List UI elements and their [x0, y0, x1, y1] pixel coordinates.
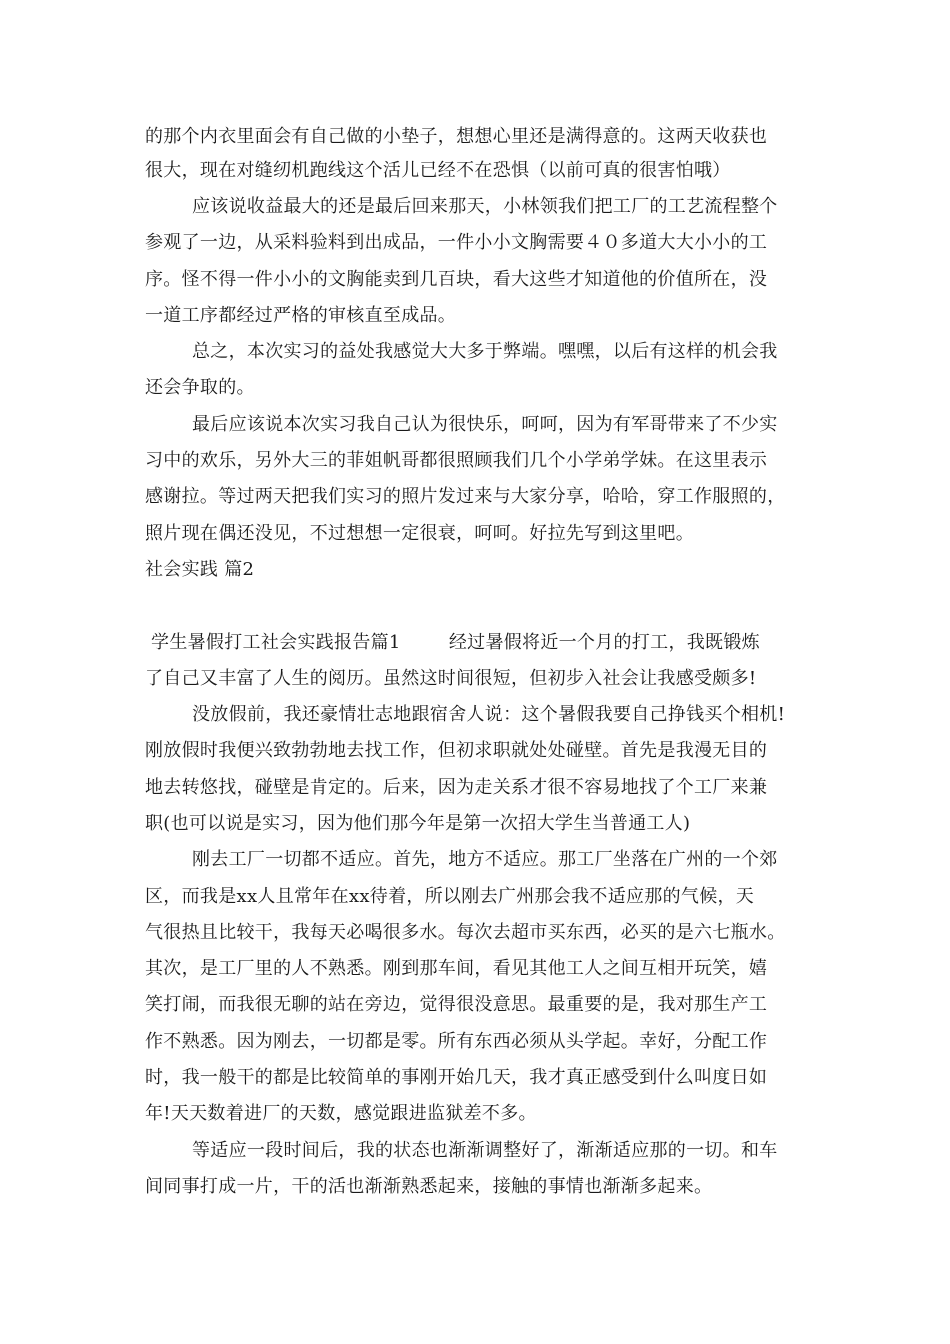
paragraph-line: 等适应一段时间后，我的状态也渐渐调整好了，渐渐适应那的一切。和车: [192, 1140, 778, 1161]
text-line: 很大，现在对缝纫机跑线这个活儿已经不在恐惧（以前可真的很害怕哦）: [145, 160, 731, 181]
text-line: 序。怪不得一件小小的文胸能卖到几百块，看大这些才知道他的价值所在，没: [145, 269, 768, 290]
paragraph-line: 刚去工厂一切都不适应。首先，地方不适应。那工厂坐落在广州的一个郊: [192, 849, 778, 870]
text-line: 感谢拉。等过两天把我们实习的照片发过来与大家分享，哈哈，穿工作服照的，: [145, 486, 786, 507]
text-line: 年!天天数着进厂的天数，感觉跟进监狱差不多。: [145, 1103, 537, 1124]
text-line: 作不熟悉。因为刚去，一切都是零。所有东西必须从头学起。幸好，分配工作: [145, 1031, 768, 1052]
text-line: 学生暑假打工社会实践报告篇1 经过暑假将近一个月的打工，我既锻炼: [145, 632, 760, 653]
paragraph-line: 没放假前，我还豪情壮志地跟宿舍人说：这个暑假我要自己挣钱买个相机!: [192, 704, 786, 725]
paragraph-line: 应该说收益最大的还是最后回来那天，小林领我们把工厂的工艺流程整个: [192, 196, 778, 217]
text-line: 其次，是工厂里的人不熟悉。刚到那车间，看见其他工人之间互相开玩笑，嬉: [145, 958, 768, 979]
text-line: 照片现在偶还没见，不过想想一定很衰，呵呵。好拉先写到这里吧。: [145, 523, 694, 544]
text-line: 参观了一边，从采料验料到出成品，一件小小文胸需要４０多道大大小小的工: [145, 232, 768, 253]
text-line: 区，而我是xx人且常年在xx待着，所以刚去广州那会我不适应那的气候，天: [145, 886, 755, 907]
text-line: 笑打闹，而我很无聊的站在旁边，觉得很没意思。最重要的是，我对那生产工: [145, 994, 768, 1015]
text-line: 地去转悠找，碰壁是肯定的。后来，因为走关系才很不容易地找了个工厂来兼: [145, 777, 768, 798]
text-line: 习中的欢乐，另外大三的菲姐帆哥都很照顾我们几个小学弟学妹。在这里表示: [145, 450, 768, 471]
paragraph-line: 总之，本次实习的益处我感觉大大多于弊端。嘿嘿，以后有这样的机会我: [192, 341, 778, 362]
text-line: 一道工序都经过严格的审核直至成品。: [145, 305, 457, 326]
text-line: 刚放假时我便兴致勃勃地去找工作，但初求职就处处碰壁。首先是我漫无目的: [145, 740, 768, 761]
section-heading: 社会实践 篇2: [145, 559, 255, 580]
text-line: 的那个内衣里面会有自己做的小垫子，想想心里还是满得意的。这两天收获也: [145, 126, 768, 147]
text-line: 职(也可以说是实习，因为他们那今年是第一次招大学生当普通工人): [145, 813, 691, 834]
text-line: 了自己又丰富了人生的阅历。虽然这时间很短，但初步入社会让我感受颇多!: [145, 668, 757, 689]
text-line: 气很热且比较干，我每天必喝很多水。每次去超市买东西，必买的是六七瓶水。: [145, 922, 786, 943]
text-line: 时，我一般干的都是比较简单的事刚开始几天，我才真正感受到什么叫度日如: [145, 1067, 768, 1088]
text-line: 间同事打成一片，干的活也渐渐熟悉起来，接触的事情也渐渐多起来。: [145, 1176, 713, 1197]
paragraph-line: 最后应该说本次实习我自己认为很快乐，呵呵，因为有军哥带来了不少实: [192, 414, 778, 435]
text-line: 还会争取的。: [145, 377, 255, 398]
